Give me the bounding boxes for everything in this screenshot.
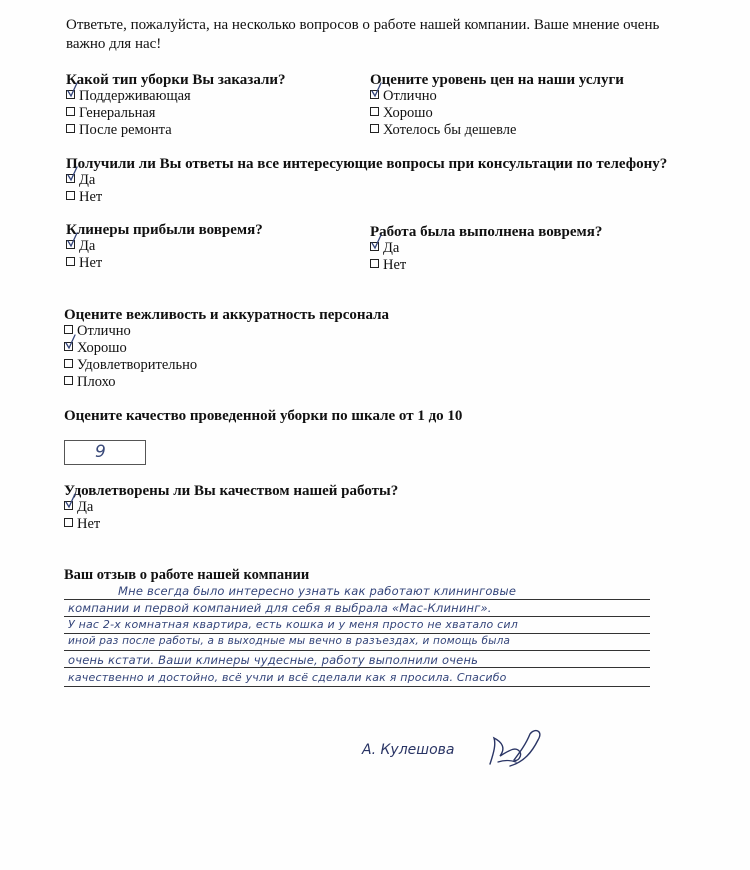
option-label: Да	[383, 240, 400, 256]
feedback-line-rule	[64, 650, 650, 651]
option-row[interactable]	[64, 357, 197, 374]
option-row[interactable]	[64, 340, 197, 357]
question-quality-score: Оцените качество проведенной уборки по шкале от 1 до 10	[64, 408, 463, 424]
option-row[interactable]	[66, 122, 191, 139]
check-mark-icon	[67, 232, 78, 248]
signature-mark-icon	[480, 726, 550, 772]
checkbox[interactable]	[64, 517, 73, 534]
option-label: Хотелось бы дешевле	[383, 122, 517, 138]
options-cleaning-type	[66, 88, 191, 139]
option-label: Хорошо	[383, 105, 433, 121]
option-row[interactable]	[370, 105, 516, 122]
option-row[interactable]	[66, 238, 102, 255]
option-row[interactable]	[66, 255, 102, 272]
option-label: Да	[77, 499, 94, 515]
question-price-level: Оцените уровень цен на наши услуги	[370, 72, 624, 88]
option-label: Поддерживающая	[79, 88, 191, 104]
option-row[interactable]	[370, 88, 516, 105]
option-label: Удовлетворительно	[77, 357, 198, 373]
checkbox[interactable]	[64, 358, 73, 375]
option-label: Генеральная	[79, 105, 156, 121]
options-staff-politeness	[64, 323, 197, 391]
option-row[interactable]	[66, 189, 102, 206]
options-work-on-time	[370, 240, 406, 274]
checkbox[interactable]	[66, 89, 75, 106]
feedback-handwriting-line: У нас 2-х комнатная квартира, есть кошка и у меня просто не хватало сил	[68, 618, 518, 631]
options-price-level	[370, 88, 516, 139]
option-label: Да	[79, 238, 96, 254]
checkbox[interactable]	[66, 173, 75, 190]
checkbox[interactable]	[64, 375, 73, 392]
option-row[interactable]	[66, 105, 191, 122]
check-mark-icon	[371, 82, 382, 98]
feedback-handwriting-line: компании и первой компанией для себя я выбрала «Мас-Клининг».	[68, 601, 492, 615]
feedback-line-rule	[64, 616, 650, 617]
option-row[interactable]	[66, 88, 191, 105]
question-cleaning-type: Какой тип уборки Вы заказали?	[66, 72, 286, 88]
options-satisfaction	[64, 499, 100, 533]
option-row[interactable]	[66, 172, 102, 189]
option-label: Нет	[79, 255, 103, 271]
question-work-on-time: Работа была выполнена вовремя?	[370, 224, 603, 240]
feedback-title: Ваш отзыв о работе нашей компании	[64, 567, 310, 583]
option-label: Нет	[79, 189, 103, 205]
check-mark-icon	[67, 82, 78, 98]
option-label: Плохо	[77, 374, 116, 390]
check-mark-icon	[371, 234, 382, 250]
option-row[interactable]	[64, 516, 100, 533]
question-staff-politeness: Оцените вежливость и аккуратность персонала	[64, 307, 390, 323]
checkbox[interactable]	[66, 256, 75, 273]
feedback-line-rule	[64, 633, 650, 634]
checkbox[interactable]	[64, 500, 73, 517]
quality-score-value: 9	[95, 442, 106, 462]
option-row[interactable]	[64, 323, 197, 340]
intro-text: Ответьте, пожалуйста, на несколько вопросов о работе нашей компании. Ваше мнение очень важно для нас!	[66, 17, 660, 52]
question-cleaners-on-time: Клинеры прибыли вовремя?	[66, 222, 263, 238]
option-row[interactable]	[370, 240, 406, 257]
option-label: После ремонта	[79, 122, 172, 138]
checkbox[interactable]	[66, 123, 75, 140]
feedback-handwriting-line: Мне всегда было интересно узнать как работают клининговые	[118, 584, 517, 598]
checkbox[interactable]	[370, 241, 379, 258]
option-label: Да	[79, 172, 96, 188]
checkbox[interactable]	[370, 258, 379, 275]
feedback-handwriting-line: очень кстати. Ваши клинеры чудесные, работу выполнили очень	[68, 653, 479, 667]
check-mark-icon	[65, 334, 76, 350]
check-mark-icon	[65, 493, 76, 509]
option-label: Отлично	[77, 323, 131, 339]
checkbox[interactable]	[66, 190, 75, 207]
option-label: Нет	[77, 516, 101, 532]
option-label: Нет	[383, 257, 407, 273]
checkbox[interactable]	[370, 106, 379, 123]
feedback-line-rule	[64, 686, 650, 687]
checkbox[interactable]	[66, 239, 75, 256]
check-mark-icon	[67, 166, 78, 182]
question-phone-consultation: Получили ли Вы ответы на все интересующие вопросы при консультации по телефону?	[66, 156, 668, 172]
options-phone-consultation	[66, 172, 102, 206]
feedback-line-rule	[64, 667, 650, 668]
option-label: Отлично	[383, 88, 437, 104]
feedback-handwriting-line: иной раз после работы, а в выходные мы вечно в разъездах, и помощь была	[68, 635, 511, 647]
checkbox[interactable]	[370, 89, 379, 106]
option-row[interactable]	[370, 122, 516, 139]
checkbox[interactable]	[64, 341, 73, 358]
signature-name: А. Кулешова	[362, 742, 455, 758]
checkbox[interactable]	[66, 106, 75, 123]
option-label: Хорошо	[77, 340, 127, 356]
feedback-line-rule	[64, 599, 650, 600]
question-satisfaction: Удовлетворены ли Вы качеством нашей работы?	[64, 483, 399, 499]
option-row[interactable]	[370, 257, 406, 274]
option-row[interactable]	[64, 499, 100, 516]
feedback-handwriting-line: качественно и достойно, всё учли и всё сделали как я просила. Спасибо	[68, 671, 507, 684]
options-cleaners-on-time	[66, 238, 102, 272]
option-row[interactable]	[64, 374, 197, 391]
quality-score-input[interactable]	[64, 440, 146, 465]
checkbox[interactable]	[370, 123, 379, 140]
